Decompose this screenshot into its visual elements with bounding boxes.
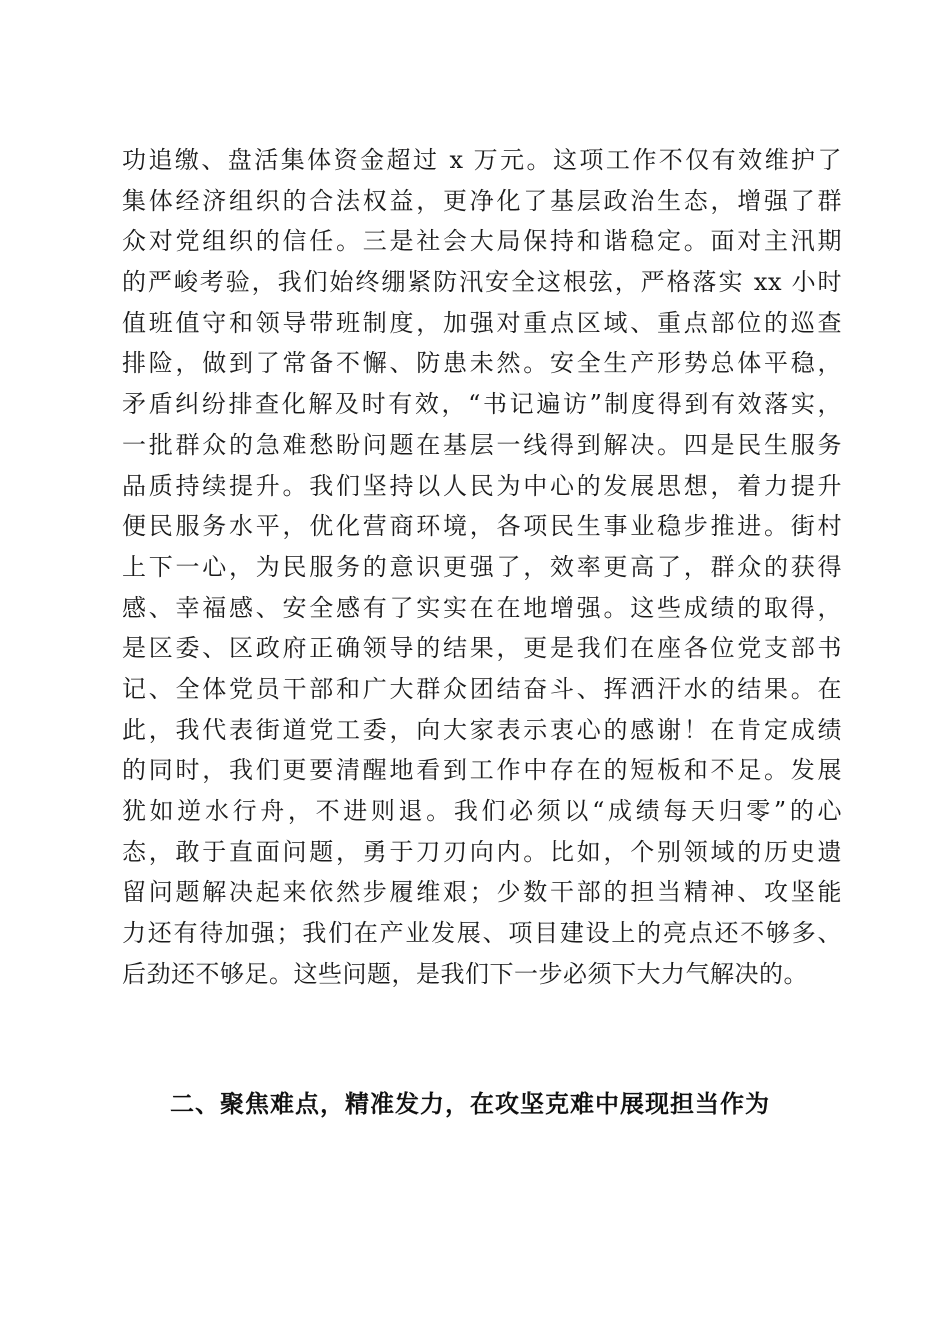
text-line: 的同时，我们更要清醒地看到工作中存在的短板和不足。发展 <box>122 756 842 785</box>
text-line: 的严峻考验，我们始终绷紧防汛安全这根弦，严格落实 xx 小时 <box>122 268 842 297</box>
text-line: 排险，做到了常备不懈、防患未然。安全生产形势总体平稳， <box>122 349 842 378</box>
section-heading: 二、聚焦难点，精准发力，在攻坚克难中展现担当作为 <box>170 1090 770 1118</box>
text-line: 上下一心，为民服务的意识更强了，效率更高了，群众的获得 <box>122 552 842 581</box>
text-line: 力还有待加强；我们在产业发展、项目建设上的亮点还不够多、 <box>122 919 842 948</box>
text-line: 一批群众的急难愁盼问题在基层一线得到解决。四是民生服务 <box>122 430 842 459</box>
text-line: 便民服务水平，优化营商环境，各项民生事业稳步推进。街村 <box>122 512 842 541</box>
text-line: 是区委、区政府正确领导的结果，更是我们在座各位党支部书 <box>122 634 842 663</box>
text-line: 众对党组织的信任。三是社会大局保持和谐稳定。面对主汛期 <box>122 227 842 256</box>
text-line: 集体经济组织的合法权益，更净化了基层政治生态，增强了群 <box>122 186 842 215</box>
text-line: 矛盾纠纷排查化解及时有效，“书记遍访”制度得到有效落实， <box>122 390 842 419</box>
text-line: 记、全体党员干部和广大群众团结奋斗、挥洒汗水的结果。在 <box>122 674 842 703</box>
text-line: 此，我代表街道党工委，向大家表示衷心的感谢！在肯定成绩 <box>122 715 842 744</box>
body-text <box>122 140 842 994</box>
text-line: 态，敢于直面问题，勇于刀刃向内。比如，个别领域的历史遗 <box>122 837 842 866</box>
text-line: 后劲还不够足。这些问题，是我们下一步必须下大力气解决的。 <box>122 959 808 988</box>
text-line: 犹如逆水行舟，不进则退。我们必须以“成绩每天归零”的心 <box>122 797 842 825</box>
text-line: 功追缴、盘活集体资金超过 x 万元。这项工作不仅有效维护了 <box>122 146 842 174</box>
text-line: 品质持续提升。我们坚持以人民为中心的发展思想，着力提升 <box>122 471 842 500</box>
text-line: 留问题解决起来依然步履维艰；少数干部的担当精神、攻坚能 <box>122 878 842 907</box>
text-line: 感、幸福感、安全感有了实实在在地增强。这些成绩的取得， <box>122 593 842 622</box>
text-line: 值班值守和领导带班制度，加强对重点区域、重点部位的巡查 <box>122 308 842 337</box>
